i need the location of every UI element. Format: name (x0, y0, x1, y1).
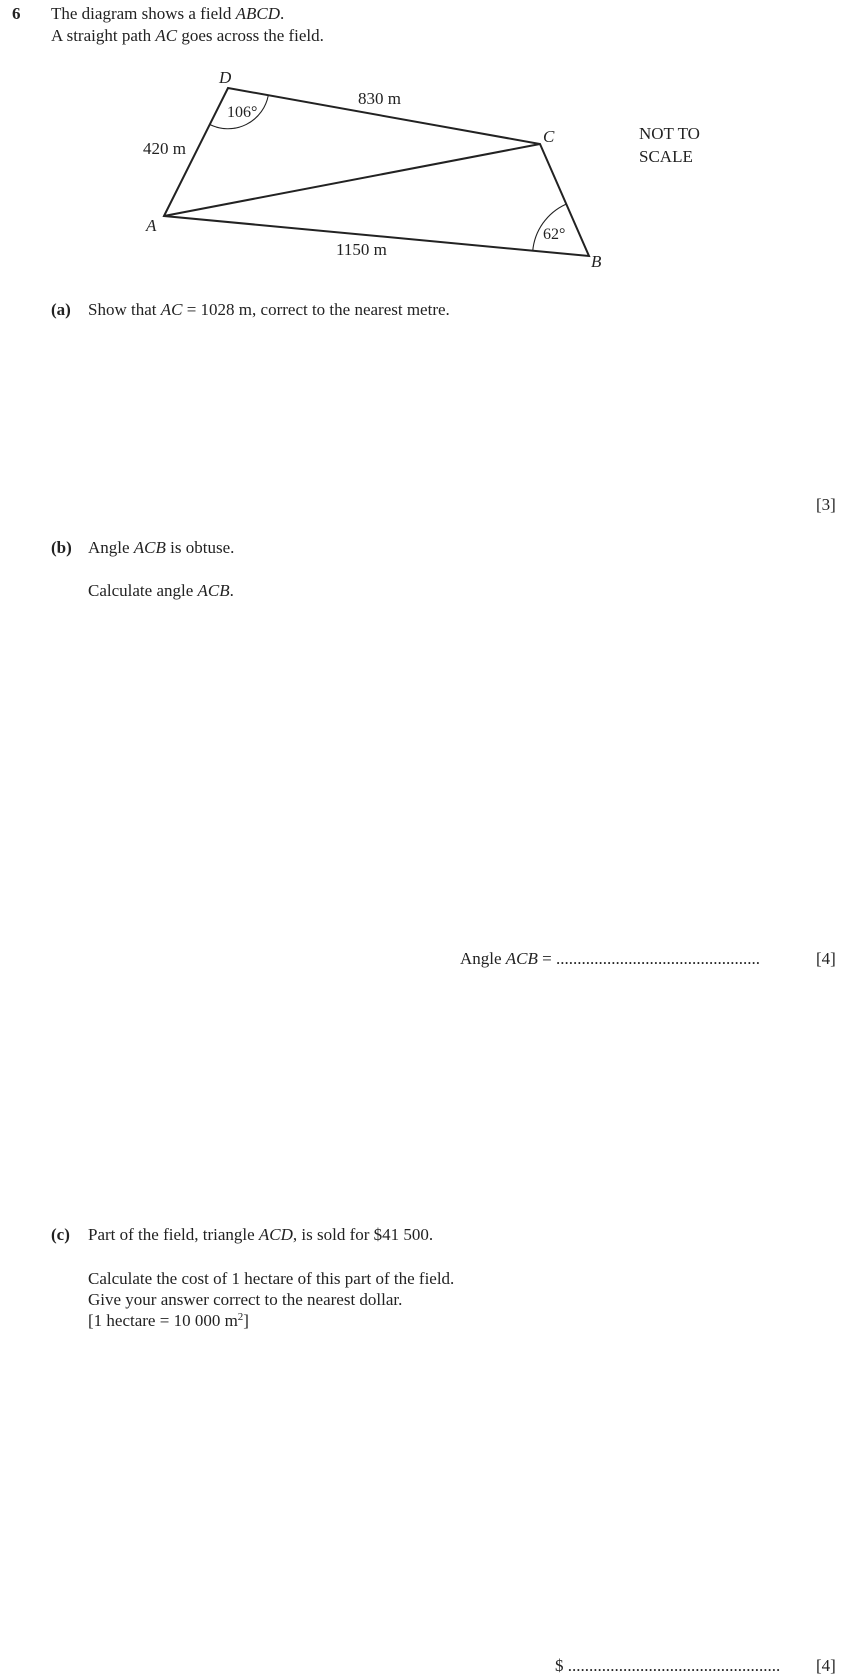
part-b-line2: Calculate angle ACB. (88, 581, 234, 600)
part-b-label: (b) (51, 538, 72, 557)
part-c-line1: Part of the field, triangle ACD, is sold for $41 500. (88, 1225, 434, 1244)
length-label-dc: 830 m (358, 89, 401, 108)
part-a-label: (a) (51, 300, 71, 319)
field-diagram (0, 0, 853, 290)
question-intro-line2: A straight path AC goes across the field. (51, 26, 324, 45)
question-intro-line1: The diagram shows a field ABCD. (51, 4, 285, 23)
part-c-answer-line: $ .................................................. (555, 1656, 781, 1675)
part-a-text: Show that AC = 1028 m, correct to the nearest metre. (88, 300, 450, 319)
angle-label-d: 106° (227, 104, 258, 121)
vertex-label-c: C (543, 127, 555, 146)
part-c-line4: [1 hectare = 10 000 $m^2$] (88, 1311, 249, 1330)
part-c-answer-space[interactable]: .................................................. (567, 1656, 781, 1675)
path-ac (164, 144, 540, 216)
part-b-answer-line: Angle ACB = ................................................ (460, 949, 760, 968)
part-c-label: (c) (51, 1225, 70, 1244)
not-to-scale-line2: SCALE (639, 147, 693, 166)
part-b-answer-space[interactable]: ................................................ (556, 949, 760, 968)
part-c-line3: Give your answer correct to the nearest dollar. (88, 1290, 403, 1309)
vertex-label-a: A (146, 216, 157, 235)
length-label-ad: 420 m (143, 139, 186, 158)
angle-label-b: 62° (543, 226, 566, 243)
question-number: 6 (12, 4, 21, 23)
part-c-marks: [4] (816, 1656, 836, 1675)
part-a-marks: [3] (816, 495, 836, 514)
part-b-line1: Angle ACB is obtuse. (88, 538, 235, 557)
not-to-scale-line1: NOT TO (639, 124, 700, 143)
part-b-marks: [4] (816, 949, 836, 968)
part-c-line2: Calculate the cost of 1 hectare of this part of the field. (88, 1269, 455, 1288)
vertex-label-b: B (591, 252, 602, 271)
length-label-ab: 1150 m (336, 240, 387, 259)
vertex-label-d: D (219, 68, 232, 87)
